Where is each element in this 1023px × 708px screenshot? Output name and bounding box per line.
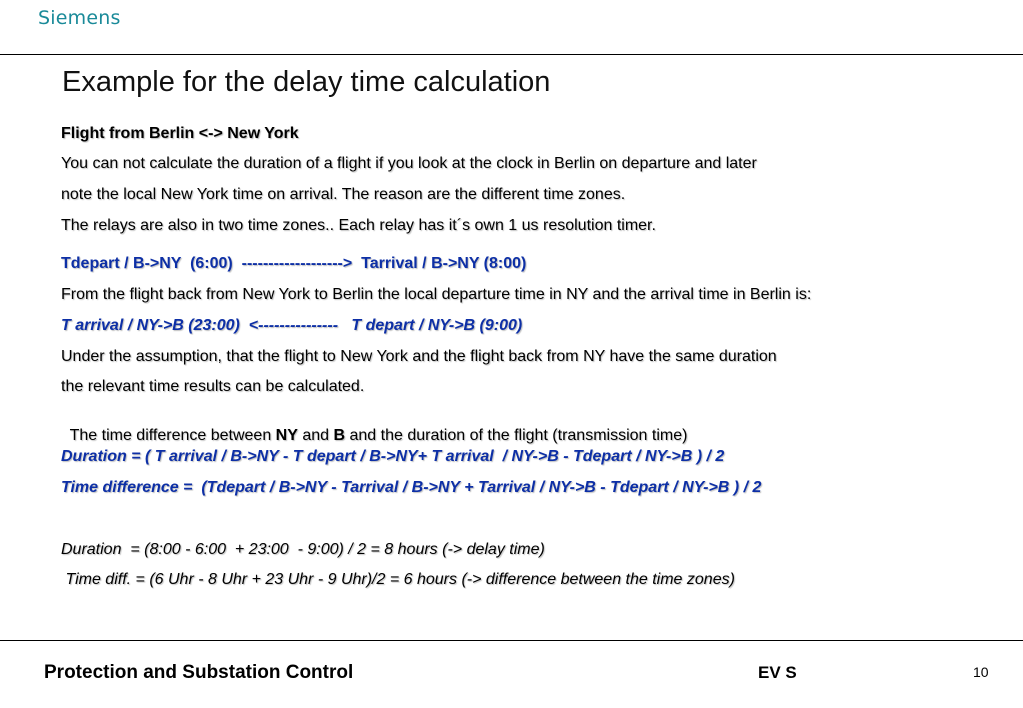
siemens-logo: Siemens (38, 7, 121, 29)
text-line (61, 409, 687, 445)
text-line: note the local New York time on arrival. The reason are the different time zones. (61, 186, 626, 203)
section-heading: Flight from Berlin <-> New York (61, 125, 299, 142)
text-ny: NY (275, 427, 298, 444)
text-line: From the flight back from New York to Berlin the local departure time in NY and the arrival time in Berlin is: (61, 286, 812, 303)
text-line: Under the assumption, that the flight to New York and the flight back from NY have the same duration (61, 348, 777, 365)
example-time-diff: Time diff. = (6 Uhr - 8 Uhr + 23 Uhr - 9 Uhr)/2 = 6 hours (-> difference between the time zones) (61, 571, 735, 588)
text-fragment: The time difference between (69, 427, 276, 444)
text-line: You can not calculate the duration of a flight if you look at the clock in Berlin on departure and later (61, 155, 757, 172)
formula-return: T arrival / NY->B (23:00) <--------------- T depart / NY->B (9:00) (61, 317, 523, 334)
formula-duration: Duration = ( T arrival / B->NY - T depart / B->NY+ T arrival / NY->B - Tdepart / NY->B ) / 2 (61, 448, 725, 465)
formula-outbound: Tdepart / B->NY (6:00) -------------------> Tarrival / B->NY (8:00) (61, 255, 527, 272)
text-line: The relays are also in two time zones.. Each relay has it´s own 1 us resolution timer. (61, 217, 656, 234)
slide-title: Example for the delay time calculation (62, 66, 551, 98)
footer-department: EV S (758, 663, 797, 682)
footer-divider (0, 640, 1023, 641)
text-line: the relevant time results can be calculated. (61, 378, 365, 395)
example-duration: Duration = (8:00 - 6:00 + 23:00 - 9:00) / 2 = 8 hours (-> delay time) (61, 541, 545, 558)
text-fragment: and the duration of the flight (transmission time) (345, 427, 688, 444)
footer-title: Protection and Substation Control (44, 662, 354, 683)
page-number: 10 (973, 664, 989, 680)
formula-time-difference: Time difference = (Tdepart / B->NY - Tarrival / B->NY + Tarrival / NY->B - Tdepart / NY->B ) / 2 (61, 479, 762, 496)
header-divider (0, 54, 1023, 55)
text-fragment: and (297, 427, 334, 444)
text-b: B (333, 427, 346, 444)
